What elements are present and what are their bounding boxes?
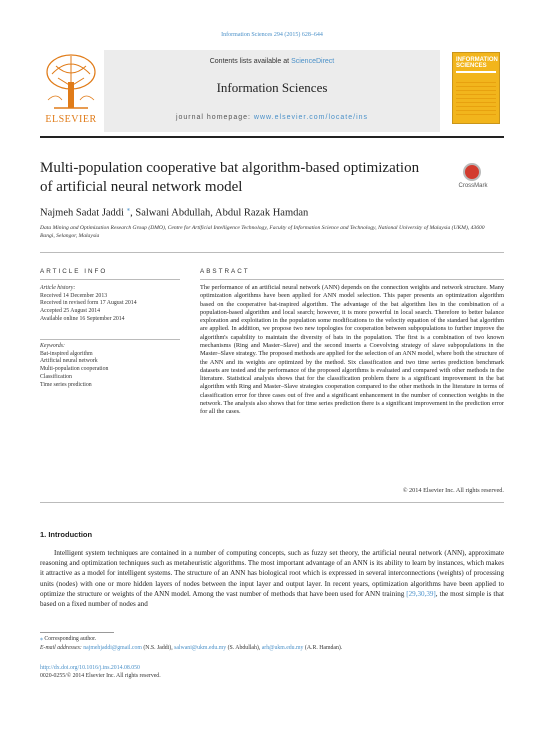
sciencedirect-link[interactable]: ScienceDirect [291,58,335,65]
crossmark-badge[interactable] [448,163,498,193]
cover-pattern [456,79,496,115]
keywords-label: Keywords: [40,343,65,349]
abstract-heading: ABSTRACT [200,268,250,275]
article-info-heading: ARTICLE INFO [40,268,108,275]
email-footnote [40,645,504,651]
footnote-text: Corresponding author. [42,636,97,642]
header-divider [40,136,504,138]
journal-masthead [104,50,440,132]
other-authors: , Salwani Abdullah, Abdul Razak Hamdan [130,207,309,219]
article-info-divider [40,279,180,280]
history-item: Accepted 25 August 2014 [40,308,101,315]
journal-cover[interactable] [452,52,500,124]
keyword: Bat-inspired algorithm [40,350,93,357]
email-owner: (A.R. Hamdan). [303,645,343,651]
title-divider [40,252,504,253]
paper-title: Multi-population cooperative bat algorithm-based optimization of artificial neural network model [40,160,420,195]
copyright: © 2014 Elsevier Inc. All rights reserved. [402,487,504,494]
keywords [40,343,185,389]
email-link[interactable]: salwani@ukm.edu.my [174,645,227,651]
intro-text-continued: , the most simple is that based on a fixed number of nodes and [40,589,504,609]
history-item: Received in revised form 17 August 2014 [40,300,137,307]
corresponding-footnote [40,636,96,642]
cover-band [456,71,496,73]
intro-paragraph [40,548,504,609]
elsevier-logo[interactable] [40,50,102,132]
footnote-divider [40,632,114,633]
issn-line: 0020-0255/© 2014 Elsevier Inc. All rights reserved. [40,673,161,679]
keywords-divider [40,339,180,340]
keyword: Classification [40,373,72,380]
abstract-text: The performance of an artificial neural network (ANN) depends on the connection weights and network structure. Many optimization algorithms have been applied for ANN model selection. This paper presents an optimization algorithm based on the cooperative bat-inspired algorithm. The advantage of the bat algorithm lies in the combination of a population-based algorithm and local search; however, it is more powerful in local search. Therefore to better balance exploration and exploitation in the population some modifications to the velocity equation of the standard bat algorithm are applied. In addition, we propose two new topologies for cooperation between subpopulations to further improve the algorithm's capability to maintain the diversity of bats in the population. The first is a combination of two known mechanisms (Ring and Master–Slave) and the second inserts a Coevolving strategy of slave subpopulations in the Master–Slave strategy. The proposed methods are applied for the selection of an ANN model, where both the structure of the ANN and its weights are optimized by the method. Six classification and two time series prediction benchmark datasets are tested and the performance of the proposed algorithms is evaluated and compared with other methods in the literature. Statistical analysis shows that for the classification problem there is a significant improvement in the bat algorithm with Ring and Master–Slave strategies cooperation compared to the other methods in the literature in terms of classification error for three cases out of five and a significant enhancement in the number of connection weights in the network. The analysis also shows that for time series prediction there is a significant improvement in the prediction error for all the cases. [200,284,504,416]
contents-line [104,58,440,65]
contents-prefix: Contents lists available at [209,58,292,65]
cover-title: INFORMATION SCIENCES [456,57,498,69]
history-label: Article history: [40,285,76,291]
history-item: Available online 16 September 2014 [40,315,125,322]
intro-text: Intelligent system techniques are contained in a number of computing concepts, such as fuzzy set theory, the artificial neural network (ANN), approximate reasoning and optimization techniques such as metaheuristic algorithms. The most important advantage of an ANN is its ability to learn by instances, which makes it attractive as a model for intelligent systems. The structure of an ANN has biological root which is expressed in several interconnections (weights) of processing units (nodes) with one or more hidden layers of nodes between the input layer and output layer. In recent years, optimization algorithms have been applied to optimize the structure or weights of the ANN model. Among the vast number of methods that have been used for ANN training [40,549,504,598]
publisher-name: ELSEVIER [45,114,97,125]
email-label: E-mail addresses: [40,645,84,651]
email-link[interactable]: arh@ukm.edu.my [261,645,304,651]
email-owner: (N.S. Jaddi), [141,645,175,651]
abstract-bottom-divider [40,502,504,503]
homepage-prefix: journal homepage: [175,114,254,121]
section-heading: 1. Introduction [40,530,93,539]
keyword: Multi-population cooperation [40,366,109,373]
author-list [40,205,308,219]
elsevier-tree-icon [44,52,98,112]
email-owner: (S. Abdullah), [226,645,262,651]
email-link[interactable]: najmehjaddi@gmail.com [83,645,142,651]
author-name: Najmeh Sadat Jaddi [40,207,124,219]
journal-citation[interactable]: Information Sciences 294 (2015) 628–644 [221,32,323,38]
homepage-line [104,114,440,121]
keyword: Artificial neural network [40,358,98,365]
crossmark-label: CrossMark [458,183,488,189]
abstract-divider [200,279,504,280]
citation-link[interactable]: [29,30,39] [406,589,436,598]
keyword: Time series prediction [40,381,92,388]
doi-link[interactable]: http://dx.doi.org/10.1016/j.ins.2014.08.050 [40,665,140,671]
journal-name: Information Sciences [216,80,328,95]
corresponding-author-mark[interactable]: ⁎ [126,205,131,213]
footnote-mark[interactable]: ⁎ [40,636,43,642]
crossmark-icon [463,163,481,181]
article-history [40,285,185,324]
history-item: Received 14 December 2013 [40,292,108,299]
homepage-link[interactable]: www.elsevier.com/locate/ins [253,114,369,121]
affiliation: Data Mining and Optimization Research Group (DMO), Centre for Artificial Intelligence Technology, Faculty of Information Science and Technology, National University of Malaysia (UKM), 43600 Bangi, Selangor, Malaysia [40,225,485,239]
